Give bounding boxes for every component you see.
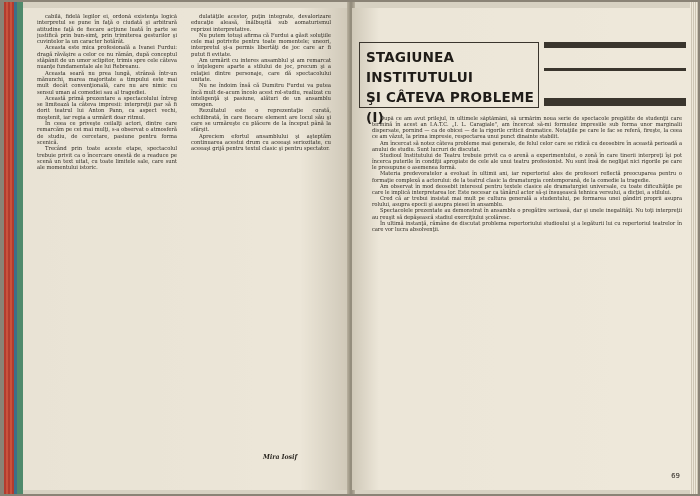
- paragraph: Rezultatul este o reprezentaţie curată, echilibrată, în care fiecare element are locul său şi care se urmăreşte cu plăcere de la început până la sfârşit.: [191, 108, 331, 134]
- paragraph: Nu ne îndoim însă că Dumitru Furdui va putea încă mult de-acum încolo acest rol-studiu, realizat cu inteligenţă şi pasiune, alături de un ansamblu omogen.: [191, 83, 331, 109]
- title-line-2: ŞI CÂTEVA PROBLEME (I): [366, 90, 534, 126]
- decorative-bar: [544, 42, 686, 48]
- author-signature: Mira Iosif: [263, 454, 298, 461]
- page-edges-red: [4, 2, 14, 494]
- paragraph: Cred că ar trebui insistat mai mult pe cultura generală a studentului, pe formarea unei gândiri proprii asupra rolului, asupra epocii şi asupra piesei în ansamblu.: [372, 196, 682, 209]
- article-body: [372, 116, 682, 468]
- page-edges-right: [690, 2, 698, 494]
- paragraph: Studioul Institutului de Teatru trebuie privit ca o arenă a experimentului, o zonă în care tinerii interpreţi îşi pot încerca puterile în condiţii apropiate de cele ale unui teatru profesionist. Nu sunt însă de neglijat nici rigorile pe care le presupune o asemenea formă.: [372, 152, 682, 172]
- paragraph: Am observat în mod deosebit interesul pentru textele clasice ale dramaturgiei universale, cu toate dificultăţile pe care le implică interpretarea lor. Este necesar ca tânărul actor să-şi însuşească tehnica versului, a dicţiei, a stilului.: [372, 183, 682, 196]
- paragraph: Trecând prin toate aceste etape, spectacolul trebuie privit ca o încercare onestă de a readuce pe scenă un text uitat, cu toate limitele sale, care sunt ale momentului istoric.: [37, 146, 177, 172]
- open-magazine: [4, 2, 698, 494]
- decorative-bar: [544, 68, 686, 71]
- paragraph: Această primă prezentare a spectacolului întreg se limitează la câteva impresii: interpreţii par să fi dorit teatrul lui Anton Pann, ca aspect vechi, moştenit, iar regia a urmărit doar ritmul.: [37, 95, 177, 121]
- page-number: 69: [671, 472, 680, 480]
- paragraph: dulatăţile acestor, puţin integrate, devalorizare educaţie aleasă, înălbuşită sub aomaturismul reprizei interpretative.: [191, 14, 331, 33]
- paragraph: Am urmărit cu interes ansamblul şi am remarcat o înţelegere aparte a stilului de joc, precum şi a relaţiei dintre personaje, care dă spectacolului unitate.: [191, 58, 331, 83]
- paragraph: Am încercat să notez câteva probleme mai generale, de felul celor care se ridică cu deosebire în această perioadă a anului de studiu. Sunt lucruri de discutat.: [372, 140, 682, 153]
- paragraph: În ultimă instanţă, rămâne de discutat problema repertoriului studioului şi a legăturii lui cu repertoriul teatrelor în care vor lucra absolvenţii.: [372, 220, 682, 233]
- decorative-bar: [544, 98, 686, 106]
- left-column-1: [37, 14, 177, 470]
- paragraph: Nu putem totuşi afirma că Furdui a găsit soluţiile cele mai potrivite pentru toate momentele; uneori, interpretul şi-a permis libertăţi de joc care ar fi putut fi evitate.: [191, 32, 331, 58]
- paragraph: Aceasta este mica profesională a Ivanei Furdui: dragă răvăşire a celor ce nu rămân, după conceptul stăpânit de un umor sclipitor, trimis spre cele câteva nuanţe fundamentale ale lui Rebreanu.: [37, 45, 177, 71]
- paragraph: După ce am avut prilejul, în ultimele săptămâni, să urmărim noua serie de spectacole pregătite de studenţii care termină în acest an I.A.T.C. „I. L. Caragiale", am încercat să-mi formulez impresiile sub forma unor marginalii dispersate, pornind — ca de obicei — de la rigorile criticii dramatice. Notaţiile pe care le fac se referă, fireşte, la ceea ce am văzut, la prima impresie, respectarea unui punct dinainte stabilit.: [372, 116, 682, 141]
- paragraph: Materia predevoratelor a evoluat în ultimii ani, iar repertoriul ales de profesori reflectă preocuparea pentru o formaţie complexă a actorului: de la teatrul clasic la dramaturgia contemporană, de la comedie la tragedie.: [372, 171, 682, 184]
- paragraph: Aceasta seară nu prea lungă, strânsă într-un mănunchi, marea majoritate a timpului este mai mult decât convenţională, care nu are nimic cu sensul uman al comediei sau al tragediei.: [37, 70, 177, 96]
- left-page: [23, 8, 349, 490]
- right-page: [352, 8, 690, 490]
- paragraph: Spectacolele prezentate au demonstrat în ansamblu o pregătire serioasă, dar şi unele inegalităţi. Nu toţi interpreţii au reuşit să depăşească stadiul exerciţiului şcolăresc.: [372, 208, 682, 221]
- left-column-2: [191, 14, 331, 454]
- title-line-1: STAGIUNEA INSTITUTULUI: [366, 50, 474, 86]
- paragraph: Apreciem efortul ansamblului şi aşteptăm continuarea acestui drum cu aceeaşi seriozitate, cu aceeaşi grijă pentru textul clasic şi pentru spectator.: [191, 133, 331, 153]
- paragraph: cabilă, fidelă legilor ei, ordonă existenţa logică interpretul se pune în faţă o ciudată şi arbitrară atitudine faţă de fiecare acţiune luată în parte se justifică prin bun-simţ, prin trimiterea gesturilor şi cuvintelor la un caracter hotărât.: [37, 14, 177, 46]
- paragraph: În ceea ce priveşte ceilalţi actori, dintre care remarcăm pe cei mai mulţi, s-a observat o atmosferă de studiu, de cercetare, pasiune pentru forma scenică.: [37, 121, 177, 146]
